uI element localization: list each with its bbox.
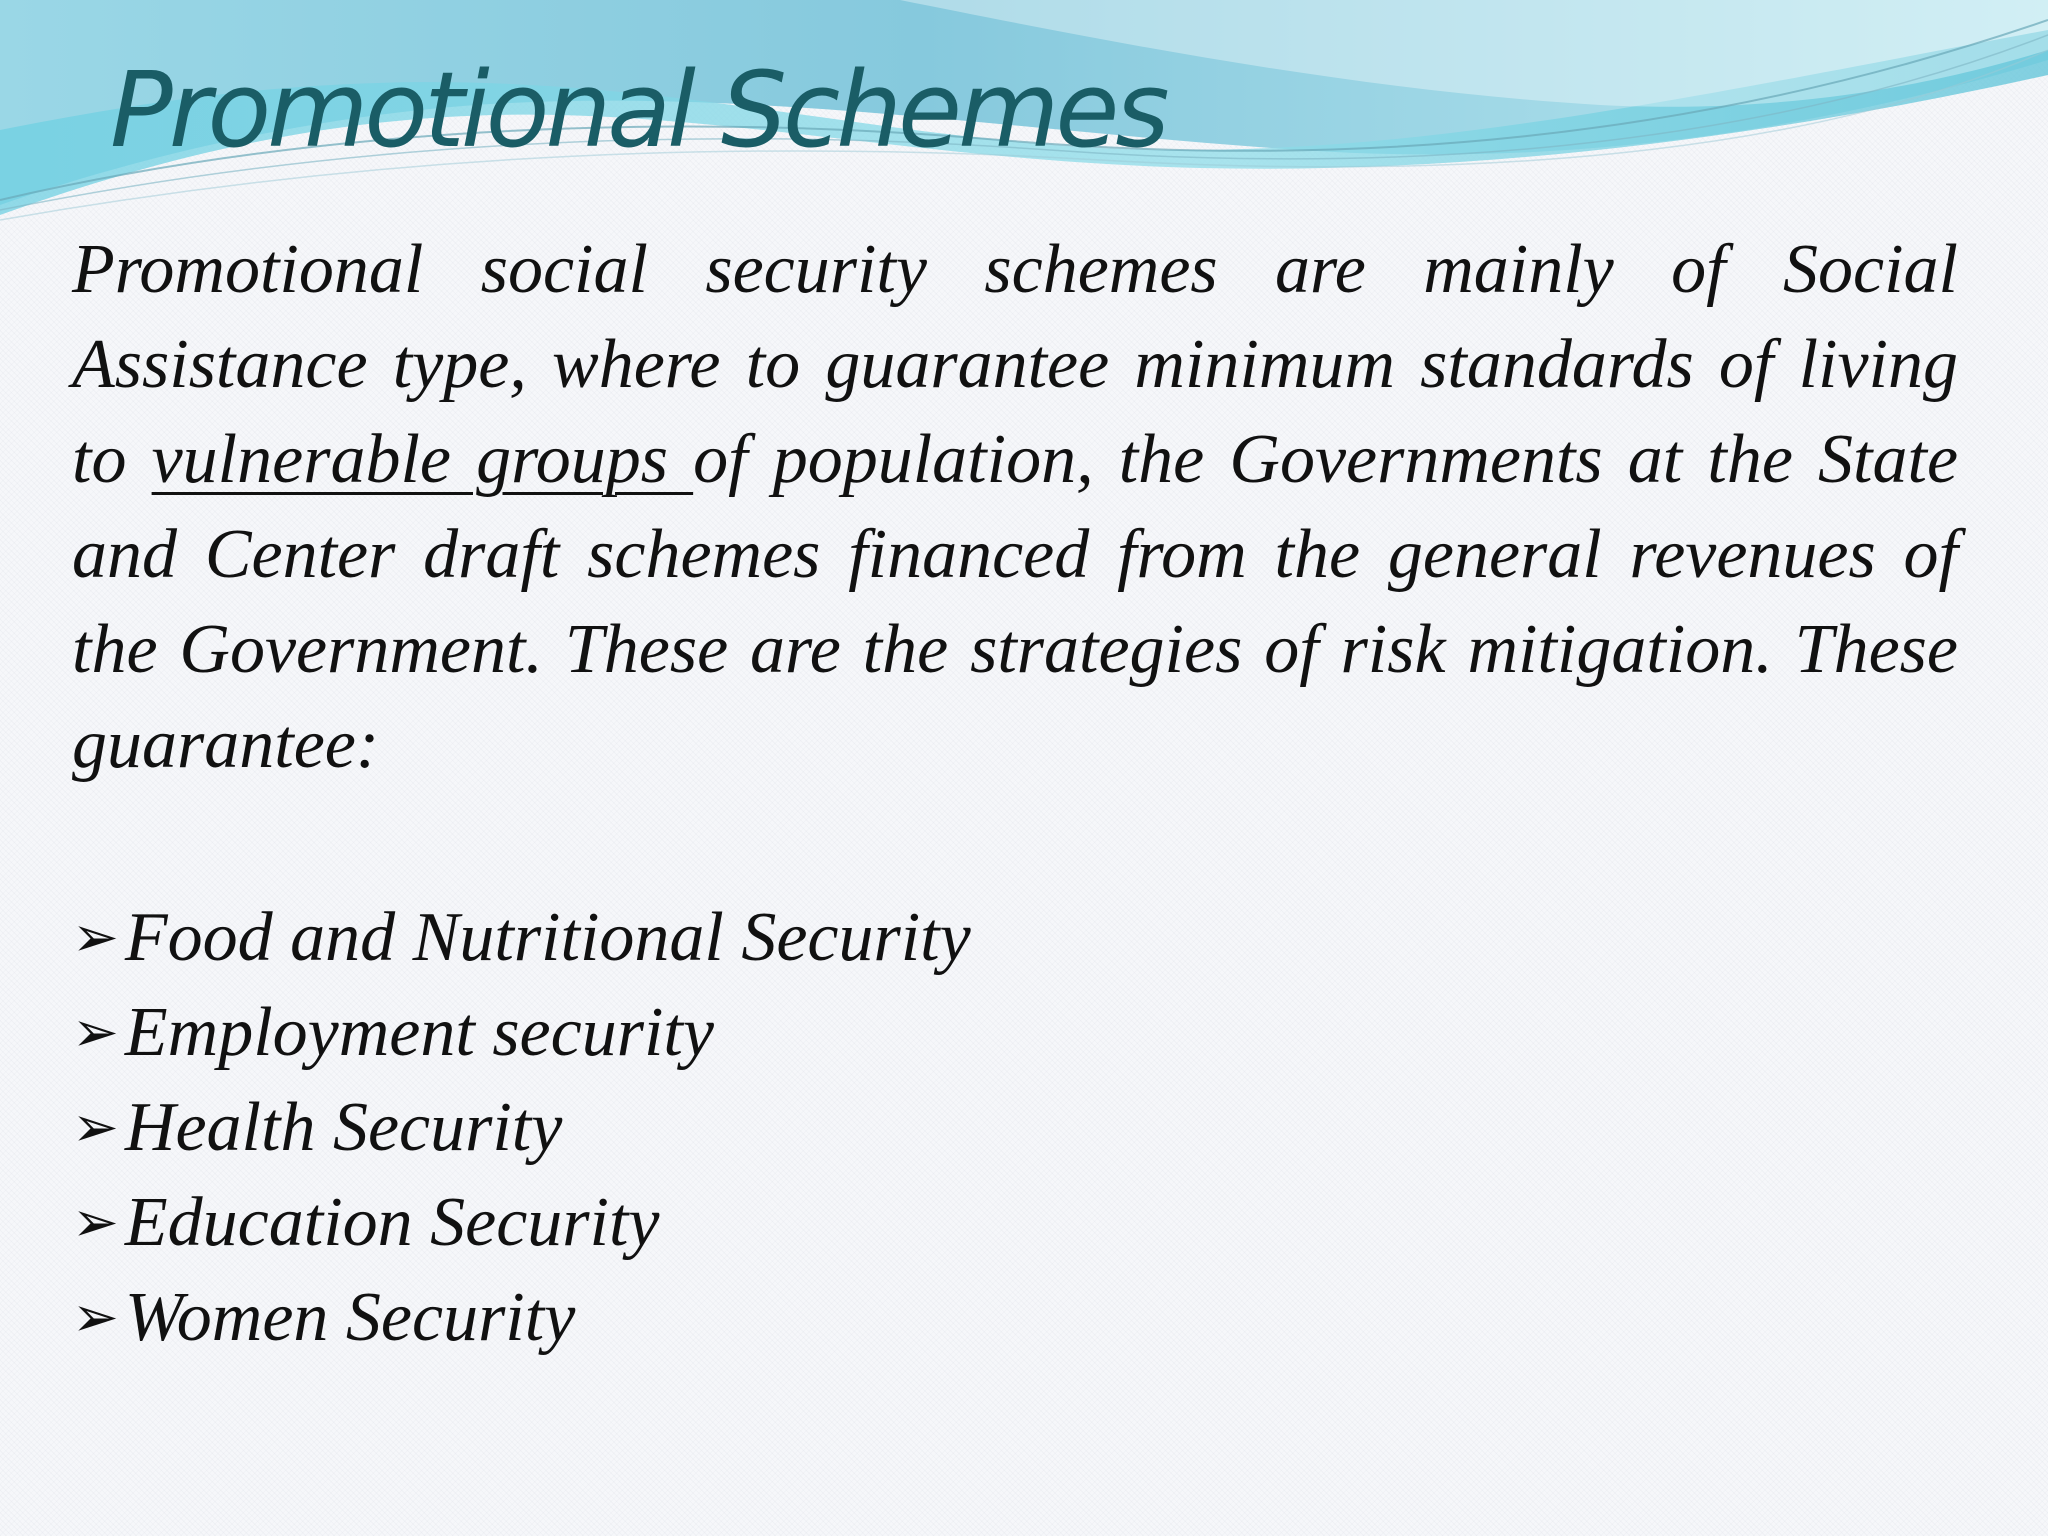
arrow-bullet-icon: ➢	[72, 1095, 119, 1160]
list-item	[72, 1175, 971, 1270]
arrow-bullet-icon: ➢	[72, 1285, 119, 1350]
arrow-bullet-icon: ➢	[72, 1000, 119, 1065]
list-item	[72, 890, 971, 985]
list-item	[72, 1270, 971, 1365]
arrow-bullet-icon: ➢	[72, 905, 119, 970]
bullet-text: Health Security	[124, 1089, 563, 1166]
arrow-bullet-icon: ➢	[72, 1190, 119, 1255]
underlined-phrase: vulnerable groups	[151, 421, 694, 498]
bullet-text: Employment security	[124, 994, 714, 1071]
paragraph-text-part-1: Promotional social security schemes are mainly of Social Assistance type, where to guarantee minimum standards of living to	[72, 231, 1958, 498]
bullet-text: Women Security	[124, 1279, 576, 1356]
slide-title: Promotional Schemes	[110, 49, 1166, 171]
list-item	[72, 1080, 971, 1175]
bullet-text: Education Security	[124, 1184, 660, 1261]
body-paragraph	[72, 222, 1958, 792]
list-item	[72, 985, 971, 1080]
bullet-list	[72, 890, 971, 1365]
paragraph-text-part-2: of population, the Governments at the State and Center draft schemes financed from the general revenues of the Government. These are the strategies of risk mitigation. These guarantee:	[72, 421, 1959, 783]
bullet-text: Food and Nutritional Security	[124, 899, 971, 976]
